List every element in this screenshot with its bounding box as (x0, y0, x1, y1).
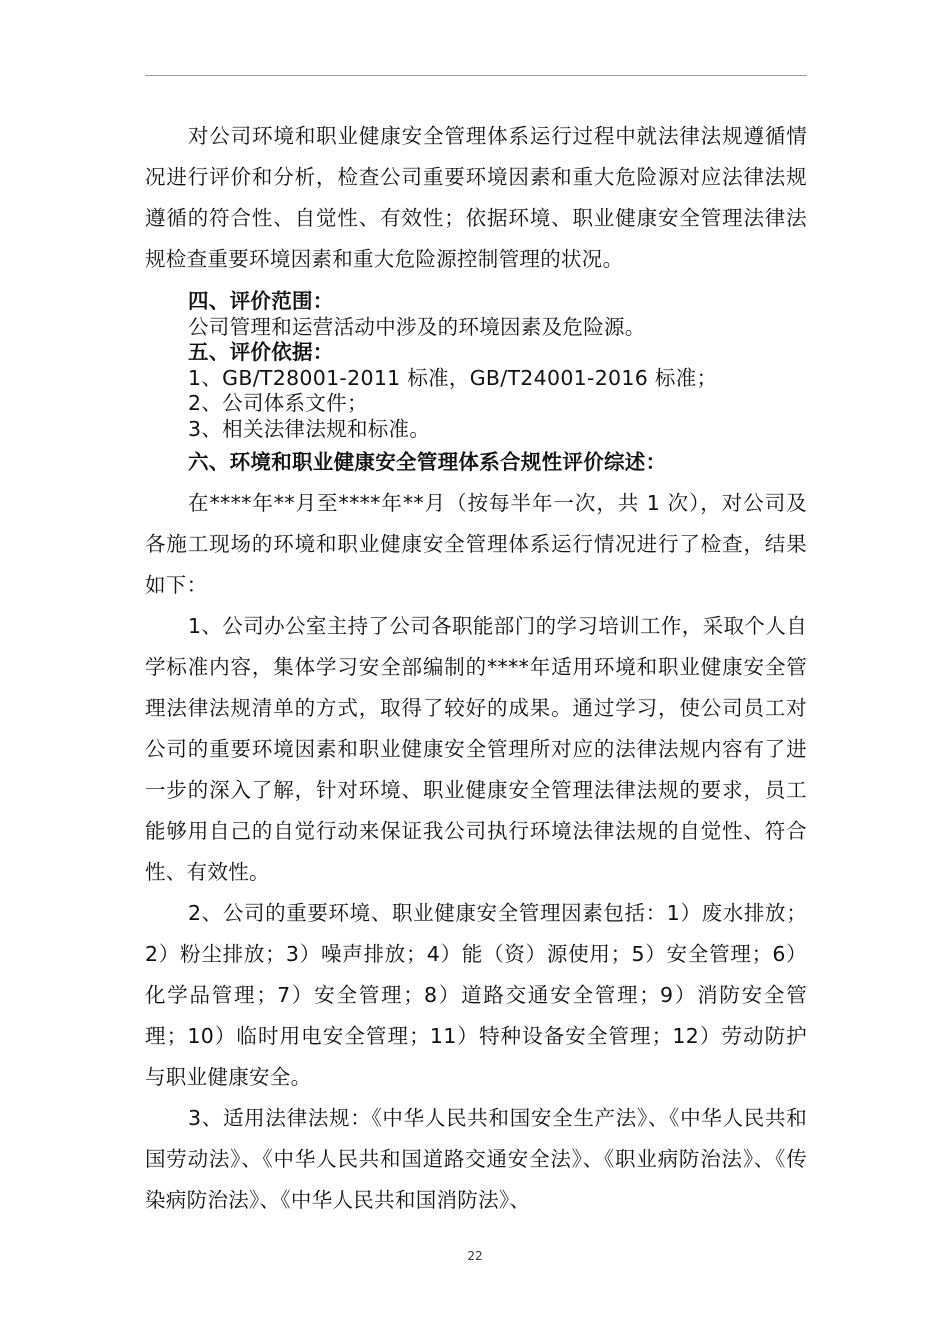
section-5-heading: 五、评价依据： (188, 340, 334, 364)
intro-paragraph: 对公司环境和职业健康安全管理体系运行过程中就法律法规遵循情况进行评价和分析，检查公司重要环境因素和重大危险源对应法律法规遵循的符合性、自觉性、有效性；依据环境、职业健康安全管理法律法规检查重要环境因素和重大危险源控制管理的状况。 (145, 124, 807, 271)
header-rule (145, 75, 807, 76)
finding-2: 2、公司的重要环境、职业健康安全管理因素包括：1）废水排放；2）粉尘排放；3）噪声排放；4）能（资）源使用；5）安全管理；6）化学品管理；7）安全管理；8）道路交通安全管理；9）消防安全管理；10）临时用电安全管理；11）特种设备安全管理；12）劳动防护与职业健康安全。 (145, 901, 807, 1089)
section-5-item: 1、GB/T28001-2011 标准，GB/T24001-2016 标准； (188, 365, 718, 390)
finding-3: 3、适用法律法规：《中华人民共和国安全生产法》、《中华人民共和国劳动法》、《中华人民共和国道路交通安全法》、《职业病防治法》、《传染病防治法》、《中华人民共和国消防法》、 (145, 1106, 807, 1212)
section-4-content: 公司管理和运营活动中涉及的环境因素及危险源。 (188, 314, 646, 339)
document-body (145, 116, 807, 1221)
page-number: 22 (467, 1249, 483, 1263)
finding-1: 1、公司办公室主持了公司各职能部门的学习培训工作，采取个人自学标准内容，集体学习安全部编制的****年适用环境和职业健康安全管理法律法规清单的方式，取得了较好的成果。通过学习，使公司员工对公司的重要环境因素和职业健康安全管理所对应的法律法规内容有了进一步的深入了解，针对环境、职业健康安全管理法律法规的要求，员工能够用自己的自觉行动来保证我公司执行环境法律法规的自觉性、符合性、有效性。 (145, 614, 807, 884)
section-6-heading: 六、环境和职业健康安全管理体系合规性评价综述： (188, 450, 667, 474)
section-5-item: 2、公司体系文件； (188, 391, 368, 415)
section-6-summary: 在****年**月至****年**月（按每半年一次，共 1 次），对公司及各施工现场的环境和职业健康安全管理体系运行情况进行了检查，结果如下： (145, 491, 807, 597)
section-4-heading: 四、评价范围： (188, 289, 334, 313)
section-5-item: 3、相关法律法规和标准。 (188, 416, 431, 441)
